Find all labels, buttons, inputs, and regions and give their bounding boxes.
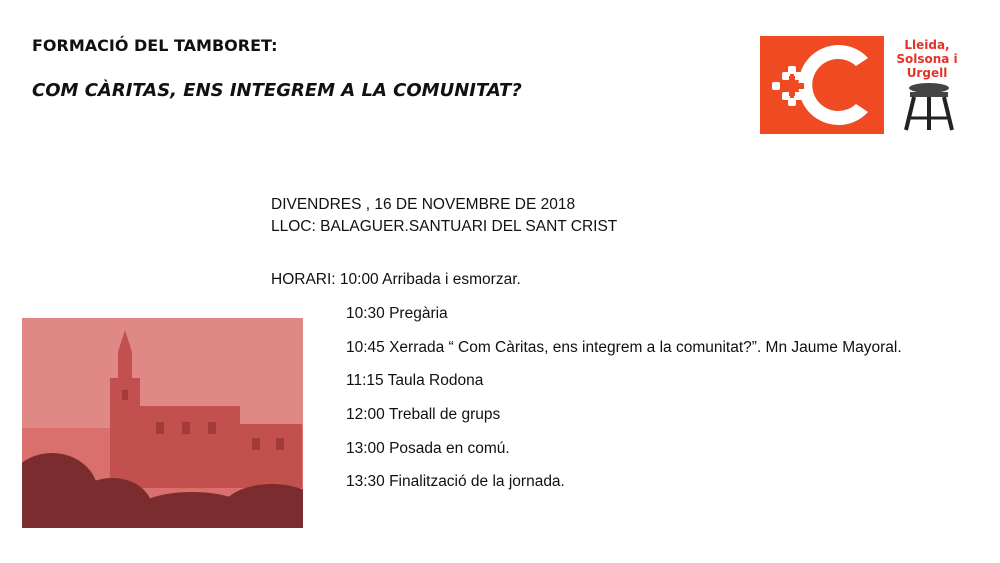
event-date: DIVENDRES , 16 DE NOVEMBRE DE 2018 — [271, 196, 576, 213]
stool-icon — [902, 82, 956, 132]
schedule-item: 10:45 Xerrada “ Com Càritas, ens integrem a la comunitat?”. Mn Jaume Mayoral. — [346, 339, 902, 356]
event-place: LLOC: BALAGUER.SANTUARI DEL SANT CRIST — [271, 218, 618, 235]
caritas-logo — [760, 36, 966, 134]
santuari-photo — [22, 318, 303, 528]
page-title: FORMACIÓ DEL TAMBORET: — [32, 36, 278, 55]
schedule-label: HORARI: 10:00 Arribada i esmorzar. — [271, 271, 521, 288]
schedule-item: 13:30 Finalització de la jornada. — [346, 473, 565, 490]
schedule-item: 11:15 Taula Rodona — [346, 372, 484, 389]
schedule-item: 13:00 Posada en comú. — [346, 440, 510, 457]
logo-text-line2: Solsona i — [896, 52, 958, 66]
logo-text-line1: Lleida, — [904, 38, 950, 52]
caritas-cross-logo-icon — [760, 36, 884, 134]
page-subtitle: COM CÀRITAS, ENS INTEGREM A LA COMUNITAT? — [32, 80, 522, 101]
schedule-item: 10:30 Pregària — [346, 305, 448, 322]
schedule-item: 12:00 Treball de grups — [346, 406, 501, 423]
logo-text-line3: Urgell — [906, 66, 948, 80]
